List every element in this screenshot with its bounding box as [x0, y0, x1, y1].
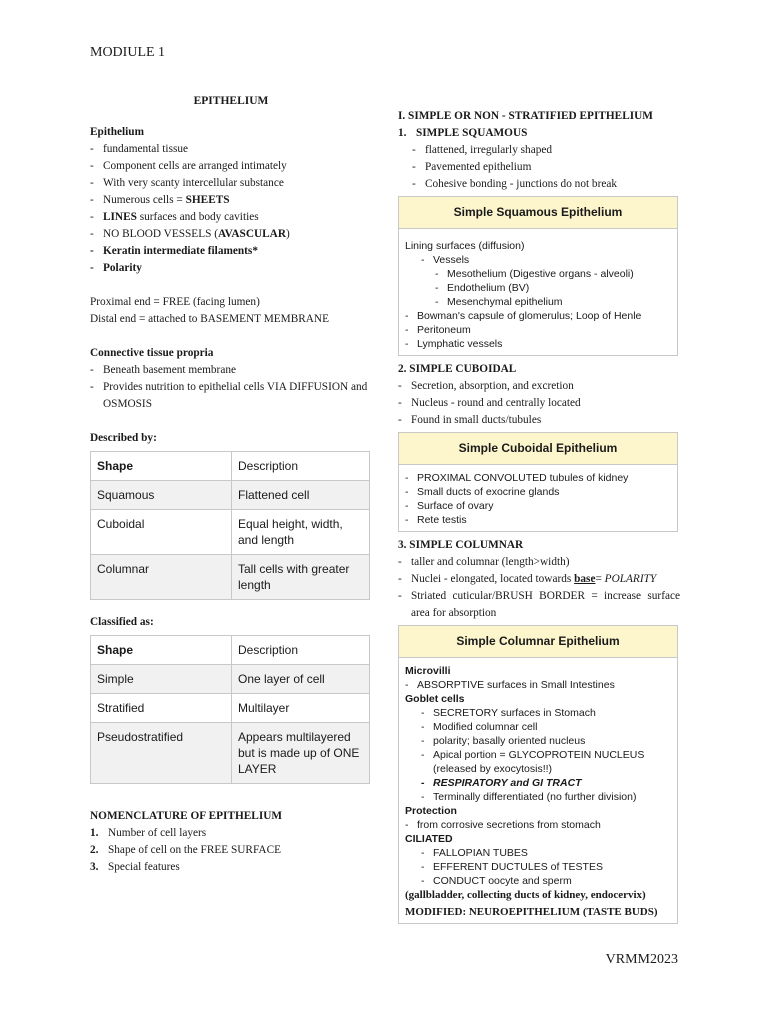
table-cell: Tall cells with greater length [232, 555, 370, 600]
table-cell: Multilayer [232, 694, 370, 723]
connective-heading: Connective tissue propria [90, 347, 214, 359]
page-footer: VRMM2023 [605, 952, 678, 967]
list-item: - Nucleus - round and centrally located [398, 395, 680, 412]
table-cell: Stratified [91, 694, 232, 723]
table-row [91, 694, 370, 723]
list-item: - Surface of ovary [405, 499, 671, 513]
right-column [398, 108, 680, 929]
list-item: - fundamental tissue [90, 141, 372, 158]
list-item: - Beneath basement membrane [90, 362, 372, 379]
list-item: - polarity; basally oriented nucleus [421, 734, 671, 748]
box-body [399, 229, 677, 355]
box-subheading: Protection [405, 805, 457, 817]
list-item: - Rete testis [405, 513, 671, 527]
list-item: - taller and columnar (length>width) [398, 554, 680, 571]
table-row [91, 723, 370, 784]
list-item: - Numerous cells = SHEETS [90, 192, 372, 209]
table-cell: Description [232, 452, 370, 481]
table-cell: Description [232, 636, 370, 665]
box-title: Simple Cuboidal Epithelium [399, 433, 677, 465]
list-item: - Mesothelium (Digestive organs - alveoli) [435, 267, 671, 281]
table-cell: Shape [91, 636, 232, 665]
list-item: - ABSORPTIVE surfaces in Small Intestines [405, 678, 671, 692]
cuboidal-box [398, 432, 678, 532]
page-title: EPITHELIUM [193, 95, 269, 107]
list-item: - LINES surfaces and body cavities [90, 209, 372, 226]
list-item: - Endothelium (BV) [435, 281, 671, 295]
proximal-text: Proximal end = FREE (facing lumen) [90, 296, 260, 308]
list-item: - from corrosive secretions from stomach [405, 818, 671, 832]
box-subheading: CILIATED [405, 833, 453, 845]
table-cell: Flattened cell [232, 481, 370, 510]
table-cell: Columnar [91, 555, 232, 600]
table-cell: Cuboidal [91, 510, 232, 555]
list-item: - CONDUCT oocyte and sperm [421, 874, 671, 888]
list-item: - Polarity [90, 260, 372, 277]
list-item: - flattened, irregularly shaped [412, 142, 680, 159]
list-item: - SECRETORY surfaces in Stomach [421, 706, 671, 720]
box-subheading: Microvilli [405, 665, 451, 677]
table-cell: Simple [91, 665, 232, 694]
classified-table [90, 635, 370, 784]
table-row [91, 636, 370, 665]
list-item: - Lymphatic vessels [405, 337, 671, 351]
list-item: - Provides nutrition to epithelial cells VIA DIFFUSION and OSMOSIS [90, 379, 372, 413]
described-heading: Described by: [90, 432, 157, 444]
box-title: Simple Squamous Epithelium [399, 197, 677, 229]
list-item: - RESPIRATORY and GI TRACT [421, 776, 671, 790]
list-item: - Vessels [421, 253, 671, 267]
list-item: - With very scanty intercellular substance [90, 175, 372, 192]
list-item: - Keratin intermediate filaments* [90, 243, 372, 260]
table-row [91, 665, 370, 694]
list-item: - Modified columnar cell [421, 720, 671, 734]
list-item: - PROXIMAL CONVOLUTED tubules of kidney [405, 471, 671, 485]
page-header: MODIULE 1 [90, 45, 166, 60]
box-text: Lining surfaces (diffusion) [405, 240, 525, 252]
list-item: - Found in small ducts/tubules [398, 412, 680, 429]
list-item: 2. Shape of cell on the FREE SURFACE [90, 844, 281, 856]
table-row [91, 510, 370, 555]
list-item: - NO BLOOD VESSELS (AVASCULAR) [90, 226, 372, 243]
list-item: - Bowman's capsule of glomerulus; Loop of Henle [405, 309, 671, 323]
section-title: I. SIMPLE OR NON - STRATIFIED EPITHELIUM [398, 110, 653, 122]
list-item: - Secretion, absorption, and excretion [398, 378, 680, 395]
nomenclature-heading: NOMENCLATURE OF EPITHELIUM [90, 810, 283, 822]
list-item: - FALLOPIAN TUBES [421, 846, 671, 860]
table-cell: Squamous [91, 481, 232, 510]
epithelium-heading: Epithelium [90, 126, 144, 138]
list-item: - Mesenchymal epithelium [435, 295, 671, 309]
list-item: - Pavemented epithelium [412, 159, 680, 176]
table-cell: Shape [91, 452, 232, 481]
list-item: - Striated cuticular/BRUSH BORDER = increase surface area for absorption [398, 588, 680, 622]
list-item: - Component cells are arranged intimately [90, 158, 372, 175]
table-cell: Equal height, width, and length [232, 510, 370, 555]
left-column [90, 93, 372, 876]
box-title: Simple Columnar Epithelium [399, 626, 677, 658]
table-row [91, 481, 370, 510]
box-text: MODIFIED: NEUROEPITHELIUM (TASTE BUDS) [405, 906, 658, 918]
subsection-heading: 1. SIMPLE SQUAMOUS [398, 127, 528, 139]
table-cell: Pseudostratified [91, 723, 232, 784]
list-item: 1. Number of cell layers [90, 827, 207, 839]
list-item: - EFFERENT DUCTULES of TESTES [421, 860, 671, 874]
list-item: - Terminally differentiated (no further division) [421, 790, 671, 804]
box-body [399, 658, 677, 923]
described-table [90, 451, 370, 600]
list-item: - Nuclei - elongated, located towards base= POLARITY [398, 571, 680, 588]
classified-heading: Classified as: [90, 616, 154, 628]
table-row [91, 452, 370, 481]
box-subheading: Goblet cells [405, 693, 465, 705]
box-body [399, 465, 677, 531]
subsection-heading: 3. SIMPLE COLUMNAR [398, 539, 524, 551]
distal-text: Distal end = attached to BASEMENT MEMBRANE [90, 313, 329, 325]
table-row [91, 555, 370, 600]
list-item: - Peritoneum [405, 323, 671, 337]
columnar-box [398, 625, 678, 924]
table-cell: One layer of cell [232, 665, 370, 694]
subsection-heading: 2. SIMPLE CUBOIDAL [398, 363, 517, 375]
list-item: 3. Special features [90, 861, 180, 873]
box-text: (gallbladder, collecting ducts of kidney, endocervix) [405, 889, 646, 901]
list-item: - Small ducts of exocrine glands [405, 485, 671, 499]
squamous-box [398, 196, 678, 356]
list-item: - Cohesive bonding - junctions do not break [412, 176, 680, 193]
table-cell: Appears multilayered but is made up of ONE LAYER [232, 723, 370, 784]
list-item: - Apical portion = GLYCOPROTEIN NUCLEUS (released by exocytosis!!) [421, 748, 671, 776]
